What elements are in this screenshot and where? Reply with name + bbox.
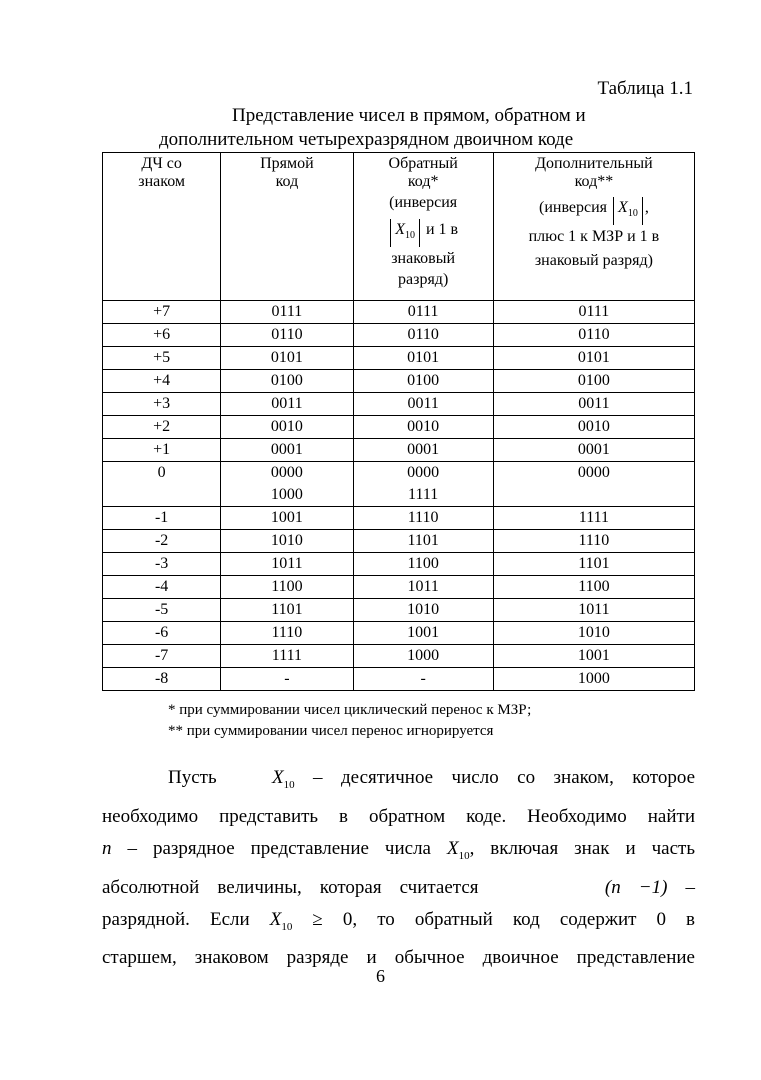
cell-direct: 0101: [221, 347, 353, 370]
table-row: [103, 645, 695, 668]
code-table: [102, 152, 695, 691]
cell-complement: 0101: [493, 347, 694, 370]
cell-complement: 1001: [493, 645, 694, 668]
cell-direct: 0111: [221, 301, 353, 324]
cell-inverse: 1100: [353, 553, 493, 576]
table-row: [103, 370, 695, 393]
cell-complement: 1101: [493, 553, 694, 576]
table-row: [103, 416, 695, 439]
cell-complement: 0001: [493, 439, 694, 462]
header-signed-decimal: ДЧ со знаком: [103, 153, 221, 301]
cell-decimal: -1: [103, 507, 221, 530]
cell-inverse: -: [353, 668, 493, 691]
table-row: [103, 622, 695, 645]
cell-inverse: 0000 1111: [353, 462, 493, 507]
cell-complement: 1010: [493, 622, 694, 645]
cell-direct: 1011: [221, 553, 353, 576]
table-row: [103, 576, 695, 599]
cell-inverse: 1110: [353, 507, 493, 530]
header-direct-code: Прямой код: [221, 153, 353, 301]
cell-inverse: 1101: [353, 530, 493, 553]
cell-direct: -: [221, 668, 353, 691]
cell-decimal: +6: [103, 324, 221, 347]
cell-direct: 0100: [221, 370, 353, 393]
table-row: [103, 530, 695, 553]
cell-complement: 0100: [493, 370, 694, 393]
cell-decimal: +2: [103, 416, 221, 439]
cell-inverse: 0010: [353, 416, 493, 439]
cell-direct: 1010: [221, 530, 353, 553]
table-row: [103, 439, 695, 462]
cell-decimal: +5: [103, 347, 221, 370]
cell-decimal: +3: [103, 393, 221, 416]
cell-direct: 1100: [221, 576, 353, 599]
abs-value-symbol: $X_{10}$: [390, 219, 420, 247]
paragraph-line: n – разрядное представление числа $X_{10}$, включая знак и часть: [102, 837, 696, 862]
header-complement-code: Дополнительный код** (инверсия $X_{10}$ , плюс 1 к МЗР и 1 в знаковый разряд): [493, 153, 694, 301]
table-row: [103, 462, 695, 507]
table-row: [103, 393, 695, 416]
table-caption: [102, 104, 695, 152]
cell-direct: 0001: [221, 439, 353, 462]
caption-line-2: дополнительном четырехразрядном двоичном коде: [159, 129, 574, 150]
body-paragraph: [102, 762, 695, 974]
cell-decimal: -3: [103, 553, 221, 576]
cell-direct: 1101: [221, 599, 353, 622]
cell-complement: 1110: [493, 530, 694, 553]
footnote-1: * при суммировании чисел циклический перенос к МЗР;: [168, 702, 532, 718]
cell-direct: 1111: [221, 645, 353, 668]
cell-decimal: -5: [103, 599, 221, 622]
paragraph-line: абсолютной величины, которая считается (n −1) –: [102, 876, 696, 898]
cell-direct: 0000 1000: [221, 462, 353, 507]
cell-complement: 0111: [493, 301, 694, 324]
header-inverse-code: Обратный код* (инверсия $X_{10}$ и 1 в знаковый разряд): [353, 153, 493, 301]
cell-decimal: -6: [103, 622, 221, 645]
table-number: Таблица 1.1: [597, 78, 693, 99]
cell-inverse: 0100: [353, 370, 493, 393]
cell-complement: 0000: [493, 462, 694, 507]
table-body: [103, 301, 695, 691]
cell-direct: 0110: [221, 324, 353, 347]
cell-direct: 1110: [221, 622, 353, 645]
footnote-2: ** при суммировании чисел перенос игнорируется: [168, 723, 494, 739]
cell-inverse: 0001: [353, 439, 493, 462]
paragraph-line: старшем, знаковом разряде и обычное двоичное представление: [102, 947, 695, 969]
abs-value-symbol: $X_{10}$: [613, 197, 643, 225]
cell-decimal: +7: [103, 301, 221, 324]
cell-inverse: 0111: [353, 301, 493, 324]
caption-line-1: Представление чисел в прямом, обратном и: [232, 105, 586, 126]
table-row: [103, 347, 695, 370]
cell-direct: 0011: [221, 393, 353, 416]
cell-decimal: +1: [103, 439, 221, 462]
table-row: [103, 553, 695, 576]
cell-inverse: 1000: [353, 645, 493, 668]
cell-direct: 0010: [221, 416, 353, 439]
table-row: [103, 599, 695, 622]
table-footnotes: [168, 700, 531, 742]
table-row: [103, 324, 695, 347]
cell-decimal: -8: [103, 668, 221, 691]
cell-complement: 0011: [493, 393, 694, 416]
cell-complement: 1011: [493, 599, 694, 622]
cell-inverse: 1011: [353, 576, 493, 599]
page-number: 6: [376, 966, 385, 986]
table-row: [103, 301, 695, 324]
paragraph-line: Пусть $X_{10}$ – десятичное число со знаком, которое: [168, 767, 695, 791]
cell-complement: 1111: [493, 507, 694, 530]
cell-inverse: 0101: [353, 347, 493, 370]
paragraph-line: разрядной. Если $X_{10} \ge 0$, то обратный код содержит 0 в: [102, 908, 696, 933]
cell-direct: 1001: [221, 507, 353, 530]
cell-inverse: 0110: [353, 324, 493, 347]
paragraph-line: необходимо представить в обратном коде. Необходимо найти: [102, 805, 695, 827]
table-header-row: [103, 153, 695, 301]
table-row: [103, 668, 695, 691]
cell-decimal: 0: [103, 462, 221, 507]
cell-decimal: +4: [103, 370, 221, 393]
cell-complement: 0110: [493, 324, 694, 347]
cell-decimal: -4: [103, 576, 221, 599]
cell-complement: 1000: [493, 668, 694, 691]
cell-complement: 0010: [493, 416, 694, 439]
cell-decimal: -7: [103, 645, 221, 668]
cell-decimal: -2: [103, 530, 221, 553]
cell-inverse: 1010: [353, 599, 493, 622]
cell-complement: 1100: [493, 576, 694, 599]
cell-inverse: 1001: [353, 622, 493, 645]
table-row: [103, 507, 695, 530]
cell-inverse: 0011: [353, 393, 493, 416]
